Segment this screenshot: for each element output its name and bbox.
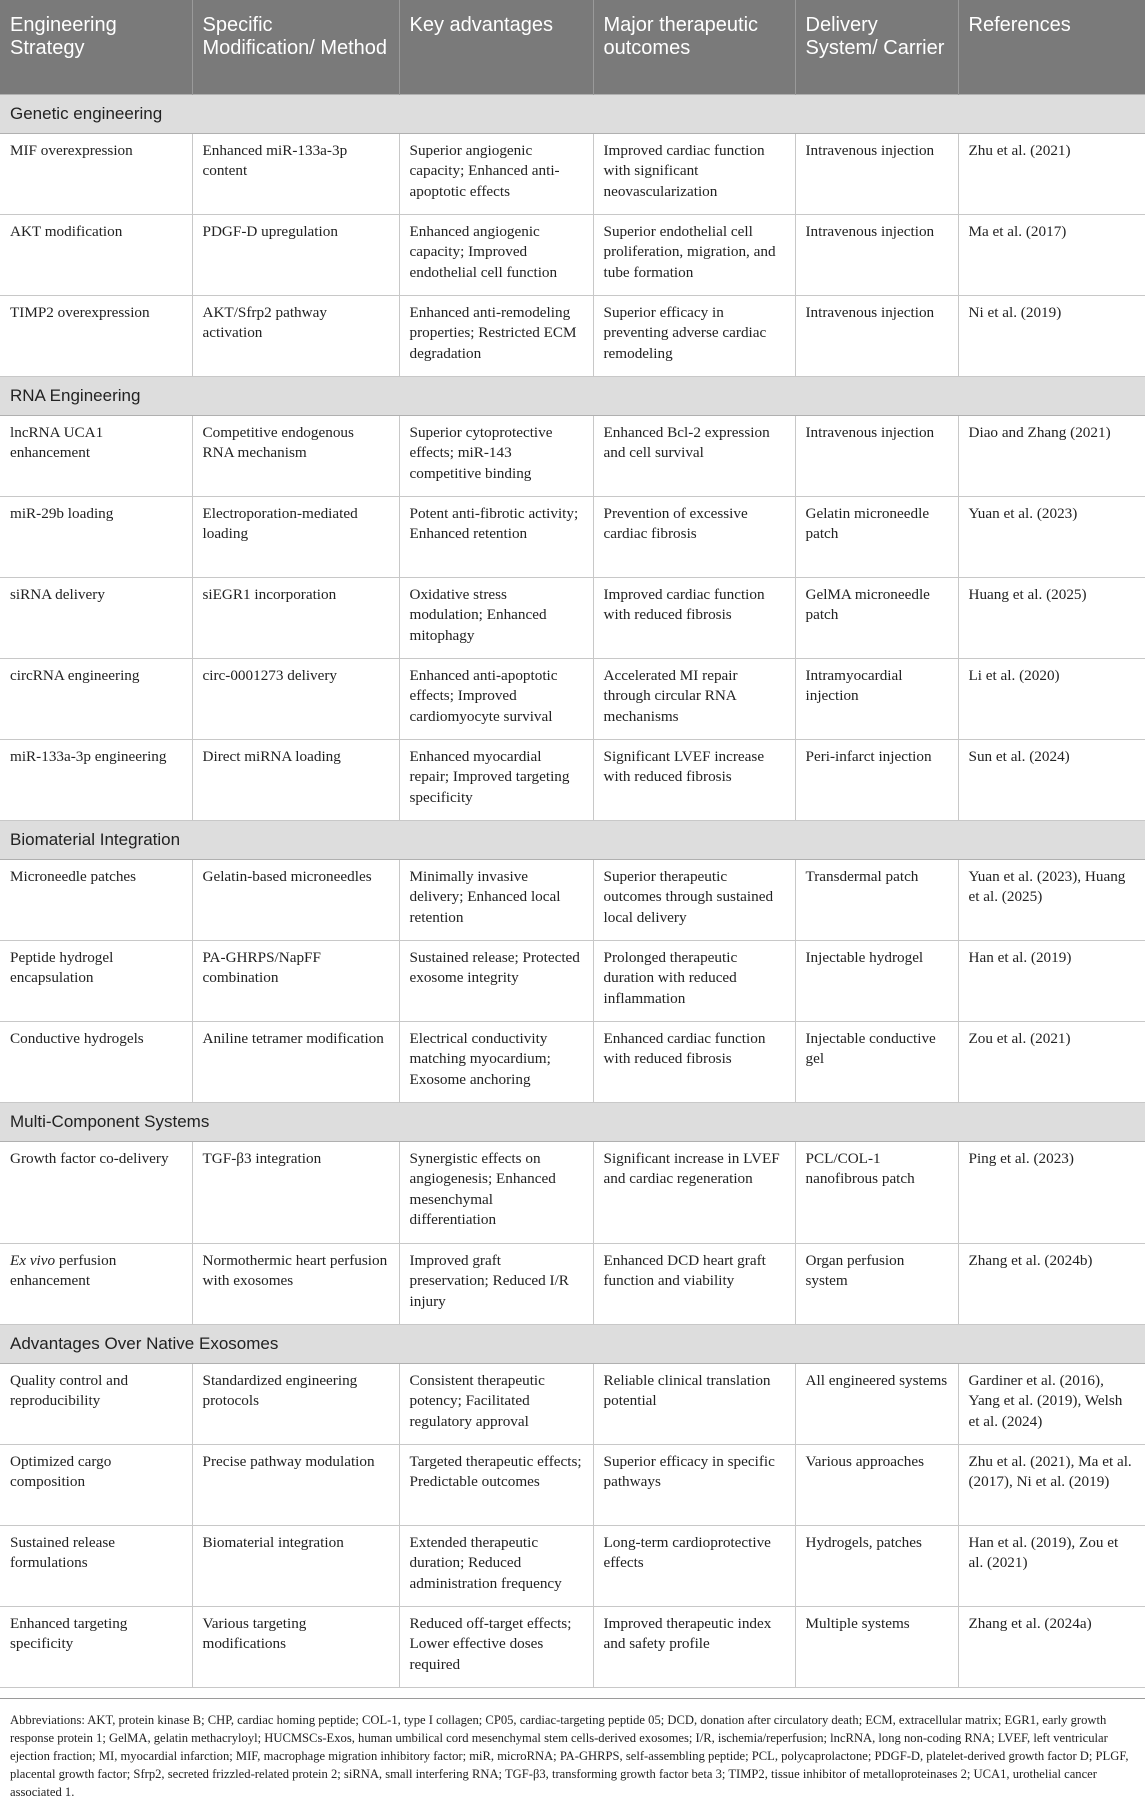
cell-advantages: Synergistic effects on angiogenesis; Enhanced mesenchymal differentiation (399, 1142, 593, 1244)
table-row (0, 659, 1145, 740)
section-title: Biomaterial Integration (0, 821, 1145, 860)
cell-method: Gelatin-based microneedles (192, 860, 399, 941)
cell-references: Li et al. (2020) (958, 659, 1145, 740)
cell-references: Yuan et al. (2023) (958, 497, 1145, 578)
section-title: Advantages Over Native Exosomes (0, 1325, 1145, 1364)
cell-strategy: miR-29b loading (0, 497, 192, 578)
cell-references: Gardiner et al. (2016), Yang et al. (2019), Welsh et al. (2024) (958, 1364, 1145, 1445)
cell-method: PDGF-D upregulation (192, 215, 399, 296)
section-title: RNA Engineering (0, 377, 1145, 416)
cell-advantages: Superior cytoprotective effects; miR-143 competitive binding (399, 416, 593, 497)
cell-delivery: Gelatin microneedle patch (795, 497, 958, 578)
cell-method: Biomaterial integration (192, 1526, 399, 1607)
cell-strategy: Microneedle patches (0, 860, 192, 941)
cell-advantages: Enhanced anti-remodeling properties; Restricted ECM degradation (399, 296, 593, 377)
cell-method: Normothermic heart perfusion with exosomes (192, 1244, 399, 1325)
table-row (0, 1445, 1145, 1526)
cell-delivery: GelMA microneedle patch (795, 578, 958, 659)
cell-outcomes: Significant LVEF increase with reduced fibrosis (593, 740, 795, 821)
table-row (0, 1142, 1145, 1244)
cell-advantages: Enhanced angiogenic capacity; Improved endothelial cell function (399, 215, 593, 296)
cell-outcomes: Improved cardiac function with significant neovascularization (593, 134, 795, 215)
cell-strategy: miR-133a-3p engineering (0, 740, 192, 821)
cell-references: Ni et al. (2019) (958, 296, 1145, 377)
table-row (0, 1364, 1145, 1445)
cell-outcomes: Enhanced Bcl-2 expression and cell survival (593, 416, 795, 497)
cell-delivery: All engineered systems (795, 1364, 958, 1445)
cell-advantages: Enhanced myocardial repair; Improved targeting specificity (399, 740, 593, 821)
cell-outcomes: Long-term cardioprotective effects (593, 1526, 795, 1607)
cell-strategy-ex-vivo: Ex vivo perfusion enhancement (0, 1244, 192, 1325)
header-references: References (958, 0, 1145, 95)
cell-strategy: Conductive hydrogels (0, 1022, 192, 1103)
cell-delivery: Multiple systems (795, 1607, 958, 1688)
cell-references: Han et al. (2019) (958, 941, 1145, 1022)
cell-references: Diao and Zhang (2021) (958, 416, 1145, 497)
cell-advantages: Enhanced anti-apoptotic effects; Improved cardiomyocyte survival (399, 659, 593, 740)
section-row-multi-component-systems (0, 1103, 1145, 1142)
table-row (0, 578, 1145, 659)
section-row-genetic-engineering (0, 95, 1145, 134)
table-row (0, 941, 1145, 1022)
cell-strategy: Quality control and reproducibility (0, 1364, 192, 1445)
abbreviations-footnote: Abbreviations: AKT, protein kinase B; CHP, cardiac homing peptide; COL-1, type I collagen; CP05, cardiac-targeting peptide 05; DCD, donation after circulatory death; ECM, extracellular matrix; EGR1, early growth response protein 1; GelMA, gelatin methacryloyl; HUCMSCs-Exos, human umbilical cord mesenchymal stem cells-derived exosomes; I/R, ischemia/reperfusion; lncRNA, long non-coding RNA; LVEF, left ventricular ejection fraction; MI, myocardial infarction; MIF, macrophage migration inhibitory factor; miR, microRNA; PA-GHRPS, self-assembling peptide; PCL, polycaprolactone; PDGF-D, platelet-derived growth factor D; PLGF, placental growth factor; Sfrp2, secreted frizzled-related protein 2; siRNA, small interfering RNA; TGF-β3, transforming growth factor beta 3; TIMP2, tissue inhibitor of metalloproteinases 2; UCA1, urothelial cancer associated 1. (0, 1698, 1145, 1801)
header-engineering-strategy: Engineering Strategy (0, 0, 192, 95)
cell-delivery: Transdermal patch (795, 860, 958, 941)
cell-outcomes: Accelerated MI repair through circular RNA mechanisms (593, 659, 795, 740)
table-row (0, 740, 1145, 821)
cell-advantages: Reduced off-target effects; Lower effective doses required (399, 1607, 593, 1688)
cell-references: Yuan et al. (2023), Huang et al. (2025) (958, 860, 1145, 941)
table-row (0, 1607, 1145, 1688)
cell-references: Ma et al. (2017) (958, 215, 1145, 296)
cell-advantages: Potent anti-fibrotic activity; Enhanced retention (399, 497, 593, 578)
cell-strategy: circRNA engineering (0, 659, 192, 740)
cell-strategy: Optimized cargo composition (0, 1445, 192, 1526)
section-row-biomaterial-integration (0, 821, 1145, 860)
table-row (0, 1526, 1145, 1607)
cell-outcomes: Prevention of excessive cardiac fibrosis (593, 497, 795, 578)
cell-outcomes: Superior therapeutic outcomes through sustained local delivery (593, 860, 795, 941)
cell-strategy: Enhanced targeting specificity (0, 1607, 192, 1688)
cell-advantages: Electrical conductivity matching myocardium; Exosome anchoring (399, 1022, 593, 1103)
cell-delivery: PCL/COL-1 nanofibrous patch (795, 1142, 958, 1244)
cell-outcomes: Improved cardiac function with reduced fibrosis (593, 578, 795, 659)
cell-delivery: Organ perfusion system (795, 1244, 958, 1325)
cell-strategy: Sustained release formulations (0, 1526, 192, 1607)
cell-references: Zhang et al. (2024a) (958, 1607, 1145, 1688)
cell-advantages: Consistent therapeutic potency; Facilitated regulatory approval (399, 1364, 593, 1445)
cell-method: AKT/Sfrp2 pathway activation (192, 296, 399, 377)
section-row-rna-engineering (0, 377, 1145, 416)
cell-references: Han et al. (2019), Zou et al. (2021) (958, 1526, 1145, 1607)
cell-references: Ping et al. (2023) (958, 1142, 1145, 1244)
header-key-advantages: Key advantages (399, 0, 593, 95)
cell-advantages: Targeted therapeutic effects; Predictable outcomes (399, 1445, 593, 1526)
cell-strategy: AKT modification (0, 215, 192, 296)
cell-delivery: Various approaches (795, 1445, 958, 1526)
cell-method: siEGR1 incorporation (192, 578, 399, 659)
header-specific-modification: Specific Modification/ Method (192, 0, 399, 95)
cell-outcomes: Improved therapeutic index and safety profile (593, 1607, 795, 1688)
cell-method: Standardized engineering protocols (192, 1364, 399, 1445)
cell-references: Zhu et al. (2021), Ma et al. (2017), Ni et al. (2019) (958, 1445, 1145, 1526)
cell-method: PA-GHRPS/NapFF combination (192, 941, 399, 1022)
cell-outcomes: Reliable clinical translation potential (593, 1364, 795, 1445)
cell-references: Huang et al. (2025) (958, 578, 1145, 659)
table-row (0, 215, 1145, 296)
cell-delivery: Peri-infarct injection (795, 740, 958, 821)
cell-references: Zou et al. (2021) (958, 1022, 1145, 1103)
cell-delivery: Intravenous injection (795, 416, 958, 497)
section-title: Genetic engineering (0, 95, 1145, 134)
table-row (0, 296, 1145, 377)
cell-delivery: Hydrogels, patches (795, 1526, 958, 1607)
table-row (0, 416, 1145, 497)
cell-method: Various targeting modifications (192, 1607, 399, 1688)
table-row (0, 497, 1145, 578)
cell-outcomes: Superior efficacy in specific pathways (593, 1445, 795, 1526)
table-row (0, 134, 1145, 215)
section-title: Multi-Component Systems (0, 1103, 1145, 1142)
cell-outcomes: Prolonged therapeutic duration with reduced inflammation (593, 941, 795, 1022)
cell-method: Electroporation-mediated loading (192, 497, 399, 578)
cell-outcomes: Superior endothelial cell proliferation, migration, and tube formation (593, 215, 795, 296)
cell-references: Zhu et al. (2021) (958, 134, 1145, 215)
cell-delivery: Intramyocardial injection (795, 659, 958, 740)
table-row (0, 1022, 1145, 1103)
table-row (0, 1244, 1145, 1325)
cell-delivery: Injectable hydrogel (795, 941, 958, 1022)
cell-advantages: Extended therapeutic duration; Reduced administration frequency (399, 1526, 593, 1607)
cell-outcomes: Enhanced cardiac function with reduced fibrosis (593, 1022, 795, 1103)
cell-method: Enhanced miR-133a-3p content (192, 134, 399, 215)
cell-method: Aniline tetramer modification (192, 1022, 399, 1103)
cell-references: Zhang et al. (2024b) (958, 1244, 1145, 1325)
cell-delivery: Intravenous injection (795, 215, 958, 296)
cell-method: circ-0001273 delivery (192, 659, 399, 740)
header-therapeutic-outcomes: Major therapeutic outcomes (593, 0, 795, 95)
cell-delivery: Injectable conductive gel (795, 1022, 958, 1103)
cell-advantages: Sustained release; Protected exosome integrity (399, 941, 593, 1022)
cell-advantages: Oxidative stress modulation; Enhanced mitophagy (399, 578, 593, 659)
cell-delivery: Intravenous injection (795, 134, 958, 215)
cell-outcomes: Enhanced DCD heart graft function and viability (593, 1244, 795, 1325)
cell-advantages: Superior angiogenic capacity; Enhanced anti-apoptotic effects (399, 134, 593, 215)
cell-method: Competitive endogenous RNA mechanism (192, 416, 399, 497)
italic-term: Ex vivo (10, 1252, 56, 1269)
cell-method: Direct miRNA loading (192, 740, 399, 821)
cell-outcomes: Significant increase in LVEF and cardiac regeneration (593, 1142, 795, 1244)
cell-references: Sun et al. (2024) (958, 740, 1145, 821)
cell-method: Precise pathway modulation (192, 1445, 399, 1526)
cell-advantages: Improved graft preservation; Reduced I/R injury (399, 1244, 593, 1325)
cell-method: TGF-β3 integration (192, 1142, 399, 1244)
cell-delivery: Intravenous injection (795, 296, 958, 377)
cell-outcomes: Superior efficacy in preventing adverse cardiac remodeling (593, 296, 795, 377)
table-header-row (0, 0, 1145, 95)
section-row-advantages-over-native-exosomes (0, 1325, 1145, 1364)
cell-strategy: siRNA delivery (0, 578, 192, 659)
table-row (0, 860, 1145, 941)
cell-strategy: Growth factor co-delivery (0, 1142, 192, 1244)
cell-strategy: MIF overexpression (0, 134, 192, 215)
cell-advantages: Minimally invasive delivery; Enhanced local retention (399, 860, 593, 941)
cell-strategy: TIMP2 overexpression (0, 296, 192, 377)
cell-strategy: lncRNA UCA1 enhancement (0, 416, 192, 497)
header-delivery-system: Delivery System/ Carrier (795, 0, 958, 95)
cell-strategy: Peptide hydrogel encapsulation (0, 941, 192, 1022)
